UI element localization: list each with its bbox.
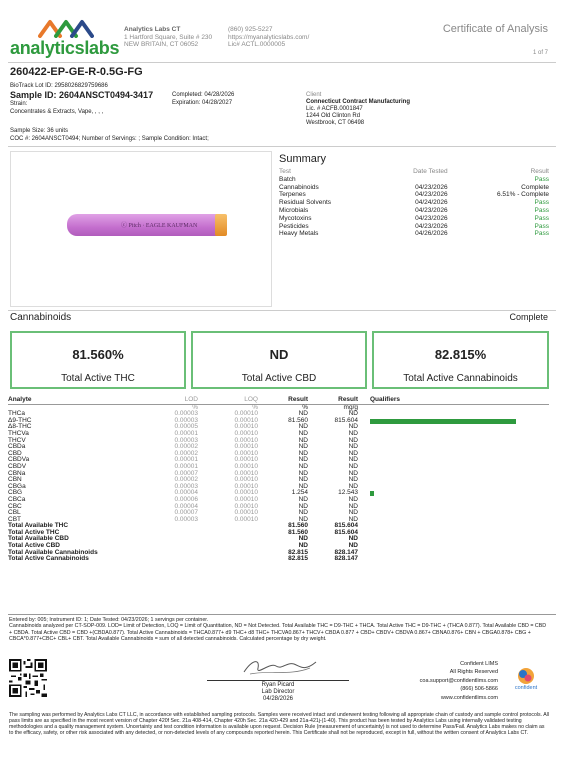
vape-mouthpiece (215, 214, 227, 236)
confident-logo-text: confident (514, 685, 538, 691)
summary-row (279, 191, 549, 199)
total-active-cbd-box (191, 331, 367, 389)
analyte-bar-cell (370, 424, 549, 431)
cannabinoid-header-row (8, 397, 549, 404)
total-active-cannabinoids-value: 82.815% (434, 347, 487, 362)
analyte-lod: 0.00001 (174, 429, 198, 437)
analyte-lod: 0.00003 (174, 416, 198, 424)
analyte-lod: 0.00001 (174, 456, 198, 464)
summary-date: 04/24/2026 (415, 199, 448, 207)
unit-result-mg: mg/g (343, 403, 358, 411)
analyte-result-mg: ND (348, 449, 358, 457)
summary-result: Pass (534, 199, 549, 207)
summary-test: Pesticides (279, 222, 309, 230)
summary-row (279, 199, 549, 207)
analyte-lod: 0.00002 (174, 449, 198, 457)
confident-logo (508, 667, 544, 693)
unit-lod: % (192, 403, 198, 411)
cannabinoid-row (8, 431, 549, 438)
analyte-name: CBDa (8, 443, 26, 451)
cannabinoid-row (8, 517, 549, 524)
cannabinoid-row (8, 438, 549, 445)
completed-date: Completed: 04/28/2026 (172, 92, 235, 98)
vape-label: ⓒ Pitch · EAGLE KAUFMAN (121, 223, 198, 229)
analyte-bar-cell (370, 510, 549, 517)
cannabinoid-row (8, 497, 549, 504)
summary-test: Residual Solvents (279, 199, 332, 207)
analyte-result-mg: 815.604 (334, 416, 358, 424)
total-name: Total Active Cannabinoids (8, 555, 89, 563)
analyte-lod: 0.00007 (174, 469, 198, 477)
cannabinoid-row (8, 444, 549, 451)
total-result-mg: ND (348, 535, 358, 543)
analyte-name: Δ8-THC (8, 423, 32, 431)
unit-loq: % (252, 403, 258, 411)
analyte-result-percent: ND (298, 509, 308, 517)
lab-website[interactable]: https://myanalyticslabs.com/ (228, 33, 310, 41)
total-name: Total Active CBD (8, 542, 61, 550)
cannabinoid-total-row (8, 523, 549, 530)
summary-result: Complete (521, 183, 549, 191)
signer-title: Lab Director (261, 689, 295, 695)
analyte-name: CBC (8, 502, 22, 510)
analyte-lod: 0.00004 (174, 489, 198, 497)
col-result-percent: Result (288, 396, 308, 403)
analyte-name: THCVa (8, 429, 29, 437)
analyte-name: CBNa (8, 469, 26, 477)
signature-date: 04/28/2026 (262, 696, 294, 702)
analyte-name: THCa (8, 410, 25, 418)
summary-test: Mycotoxins (279, 214, 312, 222)
strain-label: Strain: (10, 101, 28, 107)
analyte-name: CBD (8, 449, 22, 457)
analyte-name: CBN (8, 476, 22, 484)
sample-size: Sample Size: 36 units (10, 128, 69, 134)
cannabinoid-row (8, 490, 549, 497)
analyte-bar-cell (370, 497, 549, 504)
confident-lims: Confident LIMS (460, 661, 498, 667)
summary-result: Pass (534, 175, 549, 183)
confident-phone: (866) 506-5866 (460, 686, 498, 693)
lab-name: Analytics Labs CT (124, 26, 181, 33)
analyte-result-percent: ND (298, 476, 308, 484)
analyte-loq: 0.00010 (234, 509, 258, 517)
analyte-result-mg: ND (348, 423, 358, 431)
analyte-bar (370, 419, 516, 424)
cannabinoid-total-row (8, 550, 549, 557)
analyte-loq: 0.00010 (234, 443, 258, 451)
client-address-1: 1244 Old Clinton Rd (306, 113, 361, 119)
unit-result-percent: % (302, 403, 308, 411)
analyte-result-percent: ND (298, 456, 308, 464)
total-active-thc-box (10, 331, 186, 389)
cannabinoid-row (8, 411, 549, 418)
analyte-bar-cell (370, 484, 549, 491)
logo-text: analyticslabs (10, 38, 120, 58)
analyte-loq: 0.00010 (234, 502, 258, 510)
analyte-name: THCV (8, 436, 26, 444)
analyte-name: CBDV (8, 462, 27, 470)
disclaimer: The sampling was performed by Analytics Labs CT LLC, in accordance with established sampling protocols. Samples were received intact and underwent testing following all appropriate chain of custody and sample control protocols. All pass limits are as specified in the most recent version of Chapter 420f Sec. 21a 408-414, Chapter 420h Sec. 21a 420-429 and 21a-421j-(1-40). This product has been tested by Analytics Labs using internally validated testing methodologies and a quality management system. Uncertainty and test condition information is available upon request. Decision Rule (measurement of uncertainty) is not used to determine Pass/Fail. Analytics Labs makes no claim as to the efficacy, safety, or other risk associated with any detected, or non-detected levels of any compounds reported herein. This Certificate shall not be reproduced, except in full, without the written consent of Analytics Labs CT. (9, 712, 549, 736)
total-result-percent: 81.560 (288, 528, 308, 536)
total-result-percent: ND (298, 535, 308, 543)
lab-phone: (860) 925-5227 (228, 26, 273, 33)
document-title: Certificate of Analysis (442, 23, 548, 35)
summary-date: 04/23/2026 (415, 214, 448, 222)
confident-email[interactable]: coa.support@confidentlims.com (419, 677, 498, 684)
analyte-lod: 0.00005 (174, 423, 198, 431)
summary-row (279, 215, 549, 223)
analyte-name: CBDVa (8, 456, 30, 464)
lab-address-2: NEW BRITAIN, CT 06052 (124, 41, 199, 48)
cannabinoid-row (8, 418, 549, 425)
cannabinoid-row (8, 471, 549, 478)
analyte-result-percent: ND (298, 502, 308, 510)
summary-col-test: Test (279, 168, 291, 175)
summary-row (279, 230, 549, 238)
analyte-result-mg: ND (348, 443, 358, 451)
total-result-mg: 828.147 (334, 548, 358, 556)
summary-header-row (279, 168, 549, 176)
col-qualifiers: Qualifiers (370, 396, 400, 403)
lab-logo (10, 18, 120, 60)
analyte-lod: 0.00003 (174, 436, 198, 444)
analyte-result-percent: ND (298, 469, 308, 477)
logo-mark-icon (38, 18, 94, 38)
total-result-percent: ND (298, 542, 308, 550)
cannabinoids-title: Cannabinoids (10, 312, 72, 323)
analyte-lod: 0.00003 (174, 482, 198, 490)
analyte-result-mg: ND (348, 456, 358, 464)
cannabinoid-row (8, 504, 549, 511)
total-active-cannabinoids-label: Total Active Cannabinoids (403, 373, 518, 384)
analyte-loq: 0.00010 (234, 489, 258, 497)
analyte-loq: 0.00010 (234, 416, 258, 424)
total-active-thc-value: 81.560% (72, 347, 124, 362)
summary-row (279, 207, 549, 215)
summary-test: Heavy Metals (279, 230, 319, 238)
analyte-lod: 0.00007 (174, 509, 198, 517)
total-result-mg: 828.147 (334, 555, 358, 563)
cannabinoid-row (8, 451, 549, 458)
summary-date: 04/23/2026 (415, 206, 448, 214)
analyte-loq: 0.00010 (234, 482, 258, 490)
analyte-lod: 0.00003 (174, 410, 198, 418)
analyte-result-percent: ND (298, 436, 308, 444)
sample-id: Sample ID: 2604ANSCT0494-3417 (10, 90, 154, 100)
analyte-name: CBCa (8, 495, 26, 503)
analyte-bar-cell (370, 418, 549, 425)
summary-date: 04/26/2026 (415, 230, 448, 238)
chain-of-custody: COC #: 2604ANSCT0494; Number of Servings: ; Sample Condition: Intact; (10, 136, 209, 142)
total-name: Total Available CBD (8, 535, 69, 543)
summary-result: Pass (534, 222, 549, 230)
analyte-result-mg: ND (348, 495, 358, 503)
analyte-name: Δ9-THC (8, 416, 32, 424)
analyte-result-percent: ND (298, 515, 308, 523)
analyte-result-mg: ND (348, 462, 358, 470)
summary-row (279, 176, 549, 184)
analyte-result-mg: ND (348, 476, 358, 484)
analyte-name: CBT (8, 515, 21, 523)
summary-row (279, 223, 549, 231)
total-name: Total Available THC (8, 522, 69, 530)
cannabinoid-row (8, 477, 549, 484)
analyte-bar-cell (370, 504, 549, 511)
analyte-result-mg: ND (348, 482, 358, 490)
analyte-name: CBG (8, 489, 23, 497)
analyte-lod: 0.00003 (174, 515, 198, 523)
summary-row (279, 184, 549, 192)
total-result-percent: 81.560 (288, 522, 308, 530)
cannabinoid-table (8, 397, 549, 563)
analyte-bar-cell (370, 457, 549, 464)
analyte-loq: 0.00010 (234, 462, 258, 470)
signature-icon (240, 656, 320, 680)
col-lod: LOD (184, 396, 198, 403)
summary-result: Pass (534, 230, 549, 238)
qr-code-icon[interactable] (9, 659, 47, 697)
analyte-result-mg: ND (348, 502, 358, 510)
footnote-line-1: Entered by: 005; Instrument ID: 1; Date Tested: 04/23/2026; 1 servings per container. (9, 617, 209, 623)
analyte-bar (370, 491, 374, 496)
analyte-result-percent: ND (298, 443, 308, 451)
product-image (10, 151, 272, 307)
sample-matrix: Concentrates & Extracts, Vape, , , , (10, 109, 104, 115)
analyte-result-mg: 12.543 (338, 489, 358, 497)
analyte-name: CBL (8, 509, 21, 517)
cannabinoid-row (8, 510, 549, 517)
total-name: Total Active THC (8, 528, 60, 536)
analyte-result-percent: ND (298, 449, 308, 457)
cannabinoid-row (8, 424, 549, 431)
analyte-result-mg: ND (348, 410, 358, 418)
cannabinoid-row (8, 457, 549, 464)
summary-date: 04/23/2026 (415, 183, 448, 191)
analyte-result-mg: ND (348, 509, 358, 517)
total-result-mg: ND (348, 542, 358, 550)
total-result-mg: 815.604 (334, 528, 358, 536)
analyte-bar-cell (370, 477, 549, 484)
analyte-result-percent: ND (298, 410, 308, 418)
summary-col-date: Date Tested (413, 168, 448, 175)
analyte-loq: 0.00010 (234, 469, 258, 477)
analyte-lod: 0.00006 (174, 495, 198, 503)
cannabinoid-total-row (8, 556, 549, 563)
analyte-result-percent: ND (298, 482, 308, 490)
cannabinoids-status: Complete (509, 312, 548, 322)
sample-code: 260422-EP-GE-R-0.5G-FG (10, 66, 143, 78)
confident-logo-icon (517, 667, 535, 685)
lab-address-1: 1 Hartford Square, Suite # 230 (124, 33, 213, 41)
analyte-loq: 0.00010 (234, 423, 258, 431)
analyte-bar-cell (370, 490, 549, 497)
summary-test: Microbials (279, 206, 309, 214)
summary-result: 6.51% - Complete (496, 191, 549, 199)
analyte-bar-cell (370, 438, 549, 445)
summary-result: Pass (534, 214, 549, 222)
total-active-cbd-label: Total Active CBD (241, 373, 317, 384)
analyte-loq: 0.00010 (234, 456, 258, 464)
analyte-result-percent: ND (298, 462, 308, 470)
col-analyte: Analyte (8, 396, 32, 403)
col-loq: LOQ (244, 396, 258, 403)
analyte-result-mg: ND (348, 436, 358, 444)
analyte-result-percent: ND (298, 429, 308, 437)
analyte-bar-cell (370, 411, 549, 418)
total-result-mg: 815.604 (334, 522, 358, 530)
summary-test: Batch (279, 175, 296, 183)
total-active-thc-label: Total Active THC (61, 373, 135, 384)
page-number: 1 of 7 (532, 50, 548, 56)
confident-website[interactable]: www.confidentlims.com (440, 694, 498, 701)
client-license: Lic. # ACFB.0001847 (306, 106, 363, 112)
analyte-result-percent: ND (298, 423, 308, 431)
summary-date (380, 176, 447, 184)
analyte-result-mg: ND (348, 429, 358, 437)
analyte-result-mg: ND (348, 469, 358, 477)
analyte-bar-cell (370, 517, 549, 524)
confident-rights: All Rights Reserved (449, 669, 498, 676)
cannabinoid-row (8, 484, 549, 491)
analyte-bar-cell (370, 464, 549, 471)
total-active-cbd-value: ND (269, 347, 289, 362)
analyte-loq: 0.00010 (234, 429, 258, 437)
client-address-2: Westbrook, CT 06498 (306, 120, 365, 126)
footnote-line-2: Cannabinoids analyzed per CT-SOP-009. LOD= Limit of Detection, LOQ = Limit of Quantitation, ND = Not Detected. Total Available THC = D9-THC + THCA. Total Active THC = D9-THC + (THCA 0.877). Total Available CBD = CBD + CBDA. Total Active CBD = CBD +(CBDA0.877). Total Active Cannabinoids = THCA0.877+ d9 THC+ d8 THC+ THCVA0.867+ THCV+ CBDA 0.877 + CBD+ CBDV+ CBDVA 0.867+ CBNA0.876+ CBN + CBGA0.878+ CBG + CBCA*0.877+CBC+ CBL+ CBT. Total Available Cannabinoids = sum of all detected cannabinoids. Calculated percentage by dry weight. (9, 623, 547, 642)
summary-date: 04/23/2026 (415, 191, 448, 199)
summary-test: Terpenes (279, 191, 306, 199)
analyte-bar-cell (370, 451, 549, 458)
summary-table (279, 168, 549, 238)
col-result-mg: Result (338, 396, 358, 403)
analyte-lod: 0.00001 (174, 462, 198, 470)
cannabinoid-total-row (8, 536, 549, 543)
analyte-lod: 0.00004 (174, 502, 198, 510)
analyte-bar-cell (370, 444, 549, 451)
biotrack-lot-id: BioTrack Lot ID: 2958026829759686 (10, 83, 108, 89)
lab-license: Lic# ACTL.0000005 (228, 41, 286, 48)
analyte-result-percent: ND (298, 495, 308, 503)
summary-title: Summary (279, 153, 327, 165)
analyte-name: CBGa (8, 482, 26, 490)
total-result-percent: 82.815 (288, 555, 308, 563)
analyte-loq: 0.00010 (234, 515, 258, 523)
total-result-percent: 82.815 (288, 548, 308, 556)
analyte-loq: 0.00010 (234, 410, 258, 418)
cannabinoid-row (8, 464, 549, 471)
analyte-bar-cell (370, 471, 549, 478)
analyte-bar-cell (370, 431, 549, 438)
analyte-result-percent: 81.560 (288, 416, 308, 424)
client-name: Connecticut Contract Manufacturing (306, 99, 411, 105)
expiration-date: Expiration: 04/28/2027 (172, 100, 233, 106)
analyte-loq: 0.00010 (234, 476, 258, 484)
analyte-loq: 0.00010 (234, 436, 258, 444)
summary-date: 04/23/2026 (415, 222, 448, 230)
footnote (9, 617, 549, 642)
cannabinoid-total-row (8, 530, 549, 537)
signer-name: Ryan Picard (261, 682, 295, 688)
cannabinoid-units-row (8, 404, 549, 411)
analyte-result-mg: ND (348, 515, 358, 523)
summary-col-result: Result (530, 168, 549, 175)
analyte-loq: 0.00010 (234, 449, 258, 457)
analyte-lod: 0.00002 (174, 476, 198, 484)
summary-test: Cannabinoids (279, 183, 319, 191)
total-name: Total Available Cannabinoids (8, 548, 98, 556)
analyte-result-percent: 1.254 (291, 489, 308, 497)
summary-result: Pass (534, 206, 549, 214)
analyte-lod: 0.00002 (174, 443, 198, 451)
total-active-cannabinoids-box (372, 331, 549, 389)
analyte-loq: 0.00010 (234, 495, 258, 503)
client-label: Client (306, 92, 322, 98)
